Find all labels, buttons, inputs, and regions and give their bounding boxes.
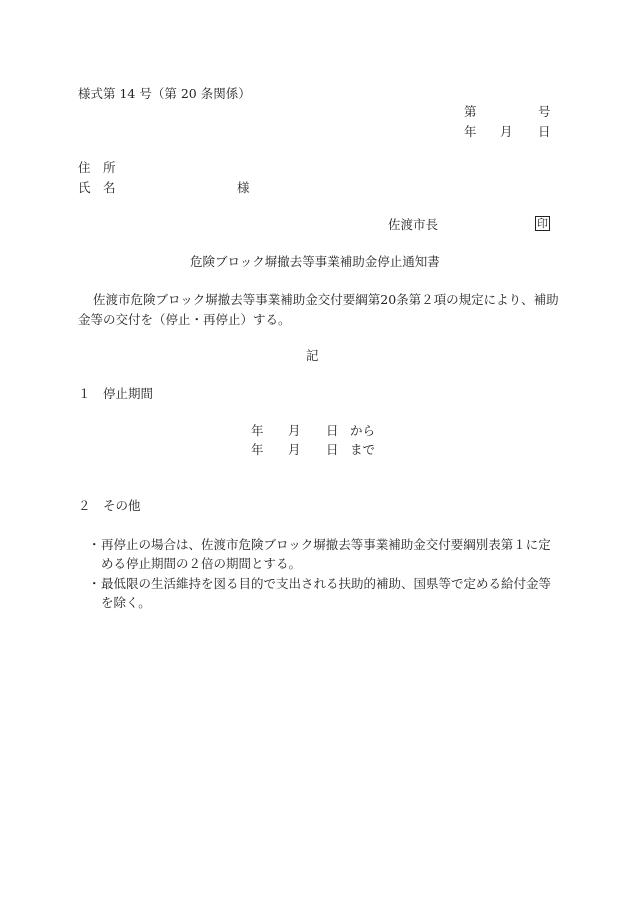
period-from-day: 日 — [326, 423, 339, 438]
period-from-month: 月 — [288, 423, 301, 438]
item1-line-1: 再停止の場合は、佐渡市危険ブロック塀撤去等事業補助金交付要綱別表第１に定 — [101, 537, 551, 552]
period-to-suffix: まで — [350, 442, 376, 457]
period-from-year: 年 — [251, 423, 264, 438]
date-year: 年 — [464, 124, 477, 139]
date-day: 日 — [538, 124, 551, 139]
period-to-year: 年 — [251, 442, 264, 457]
period-from-suffix: から — [350, 423, 376, 438]
bullet: ・ — [88, 537, 101, 552]
seal-mark: 印 — [537, 217, 548, 230]
number-suffix: 号 — [538, 104, 551, 119]
section1-heading: １ 停止期間 — [78, 386, 154, 401]
address-label: 住 所 — [78, 160, 116, 175]
period-to-month: 月 — [288, 442, 301, 457]
body-line-1: 佐渡市危険ブロック塀撤去等事業補助金交付要綱第20条第２項の規定により、補助 — [93, 292, 559, 307]
form-label: 様式第 14 号（第 20 条関係） — [78, 86, 251, 101]
name-label: 氏 名 — [78, 180, 116, 195]
section2-heading: ２ その他 — [78, 498, 141, 513]
ki-mark: 記 — [306, 348, 319, 363]
item2-line-1: 最低限の生活維持を図る目的で支出される扶助的補助、国県等で定める給付金等 — [101, 576, 552, 591]
number-prefix: 第 — [464, 104, 477, 119]
item2-line-2: を除く。 — [101, 595, 151, 610]
sender-title: 佐渡市長 — [388, 217, 439, 232]
document-title: 危険ブロック塀撤去等事業補助金停止通知書 — [190, 254, 440, 269]
honorific: 様 — [237, 180, 250, 195]
body-line-2: 金等の交付を（停止・再停止）する。 — [78, 312, 291, 327]
date-month: 月 — [500, 124, 513, 139]
period-to-day: 日 — [326, 442, 339, 457]
item1-line-2: める停止期間の２倍の期間とする。 — [101, 556, 302, 571]
bullet: ・ — [88, 576, 101, 591]
